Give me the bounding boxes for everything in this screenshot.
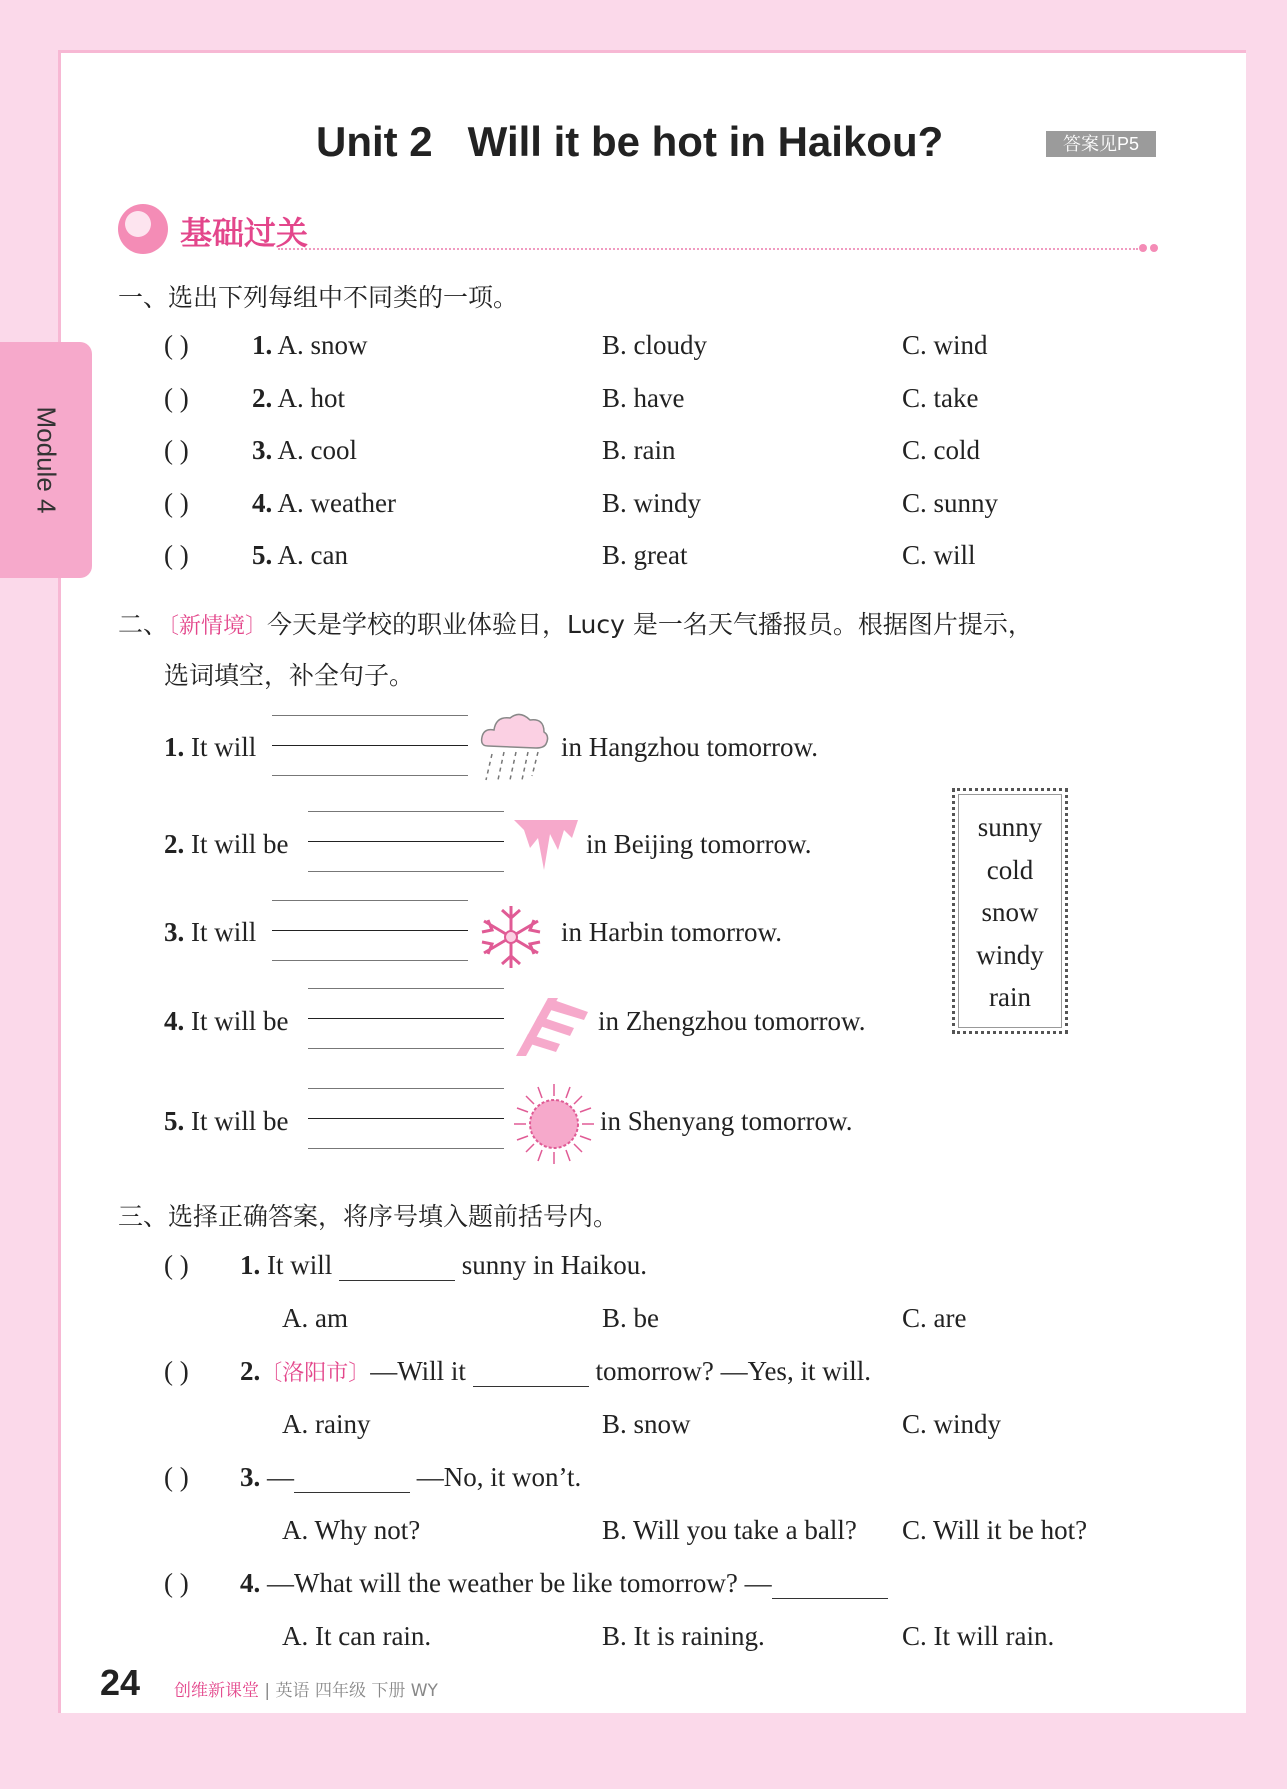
option-c-text: C. cold	[902, 435, 980, 465]
choice-question-2	[240, 1356, 871, 1387]
option-b-text: B. great	[602, 540, 688, 570]
option-a	[252, 435, 357, 466]
option-a-text: A. snow	[277, 330, 368, 360]
item-number: 2.	[164, 829, 185, 859]
answer-paren-text: ( )	[164, 540, 189, 570]
answer-reference-badge: 答案见P5	[1046, 131, 1156, 157]
item-prefix: It will be	[191, 829, 289, 859]
answer-paren[interactable]	[164, 435, 189, 466]
option-b	[602, 330, 707, 361]
question-stem: —Will it	[370, 1356, 466, 1386]
item-number: 3.	[164, 917, 185, 947]
option-c-text: C. sunny	[902, 488, 999, 518]
footer-details: | 英语 四年级 下册 WY	[264, 1681, 438, 1701]
option-c	[902, 383, 978, 414]
answer-paren[interactable]	[164, 488, 189, 519]
fill-item-3	[164, 917, 256, 948]
item-prefix: It will	[191, 732, 257, 762]
option-a-text: A. can	[277, 540, 348, 570]
answer-line-1[interactable]	[272, 715, 468, 775]
word-bank-item: cold	[986, 854, 1034, 885]
rain-cloud-icon	[476, 706, 552, 782]
fill-item-2	[164, 829, 288, 860]
fill-item-1	[164, 732, 256, 763]
question-blank[interactable]	[294, 1466, 410, 1493]
option-c-text: C. take	[902, 383, 979, 413]
option-a: A. It can rain.	[282, 1621, 432, 1651]
question-number: 3.	[240, 1462, 261, 1492]
question-stem-end: tomorrow? —Yes, it will.	[595, 1356, 871, 1386]
section-divider	[278, 248, 1138, 250]
module-label: Module 4	[31, 406, 62, 514]
option-c	[902, 435, 980, 466]
option-b-text: B. cloudy	[602, 330, 707, 360]
option-c-text: C. wind	[902, 330, 988, 360]
fill-item-4-suffix: in Zhengzhou tomorrow.	[598, 1006, 866, 1036]
decorative-dots-icon	[1136, 239, 1158, 257]
option-b: B. It is raining.	[602, 1621, 765, 1651]
option-a	[252, 330, 368, 361]
fill-item-2-suffix: in Beijing tomorrow.	[586, 829, 812, 859]
fill-item-3-suffix: in Harbin tomorrow.	[561, 917, 782, 947]
word-bank-item: sunny	[977, 812, 1043, 842]
option-b	[602, 383, 684, 414]
option-b: B. snow	[602, 1409, 691, 1439]
option-a: A. am	[282, 1303, 348, 1333]
question-stem-end: sunny in Haikou.	[461, 1250, 647, 1280]
option-c	[902, 330, 988, 361]
question-number: 1.	[240, 1250, 261, 1280]
answer-line-4[interactable]	[308, 988, 504, 1048]
fill-item-4	[164, 1006, 288, 1037]
answer-paren[interactable]	[164, 330, 189, 361]
option-a	[252, 383, 345, 414]
question-blank[interactable]	[473, 1360, 589, 1387]
answer-paren[interactable]: ( )	[164, 1462, 189, 1492]
part2-heading-prefix: 二、	[118, 610, 169, 639]
option-c: C. Will it be hot?	[902, 1515, 1088, 1545]
answer-paren[interactable]	[164, 383, 189, 414]
answer-paren[interactable]	[164, 540, 189, 571]
option-b: B. Will you take a ball?	[602, 1515, 857, 1545]
question-number: 4.	[240, 1568, 261, 1598]
option-b-text: B. rain	[602, 435, 676, 465]
region-tag: 〔洛阳市〕	[260, 1360, 371, 1385]
option-b	[602, 540, 687, 571]
answer-paren-text: ( )	[164, 383, 189, 413]
option-a: A. Why not?	[282, 1515, 421, 1545]
choice-question-1	[240, 1250, 647, 1281]
option-b-text: B. have	[602, 383, 685, 413]
option-a-text: A. hot	[277, 383, 346, 413]
question-stem: —What will the weather be like tomorrow? —	[267, 1568, 772, 1598]
question-number: 5.	[252, 540, 273, 570]
choice-question-3	[240, 1462, 581, 1493]
fill-item-5	[164, 1106, 288, 1137]
question-stem-end: —No, it won’t.	[416, 1462, 582, 1492]
option-b-text: B. windy	[602, 488, 702, 518]
item-number: 1.	[164, 732, 185, 762]
question-stem: —	[267, 1462, 294, 1492]
word-bank-box	[952, 788, 1068, 1034]
option-a-text: A. weather	[277, 488, 396, 518]
option-c: C. windy	[902, 1409, 1002, 1439]
wind-flag-icon	[512, 990, 592, 1060]
answer-paren[interactable]: ( )	[164, 1250, 189, 1280]
option-b	[602, 435, 676, 466]
option-c	[902, 488, 998, 519]
question-number: 2.	[240, 1356, 261, 1386]
snowflake-icon	[476, 902, 546, 972]
new-context-tag: 〔新情境〕	[168, 614, 268, 639]
cartoon-avatar-icon	[118, 204, 168, 254]
answer-line-2[interactable]	[308, 811, 504, 871]
item-number: 4.	[164, 1006, 185, 1036]
answer-paren-text: ( )	[164, 330, 189, 360]
answer-paren[interactable]: ( )	[164, 1568, 189, 1598]
fill-item-1-suffix: in Hangzhou tomorrow.	[561, 732, 818, 762]
footer-info	[174, 1676, 438, 1701]
answer-paren[interactable]: ( )	[164, 1356, 189, 1386]
option-c-text: C. will	[902, 540, 976, 570]
option-c: C. are	[902, 1303, 967, 1333]
section-title: 基础过关	[180, 214, 309, 252]
icicle-icon	[512, 816, 580, 872]
option-a	[252, 540, 348, 571]
option-a-text: A. cool	[277, 435, 357, 465]
option-c: C. It will rain.	[902, 1621, 1055, 1651]
question-blank[interactable]	[772, 1572, 888, 1599]
item-prefix: It will	[191, 917, 257, 947]
item-number: 5.	[164, 1106, 185, 1136]
word-bank-item: rain	[989, 982, 1031, 1012]
part2-heading	[118, 605, 1033, 641]
option-a: A. rainy	[282, 1409, 371, 1439]
module-side-tab	[0, 342, 92, 578]
answer-line-3[interactable]	[272, 900, 468, 960]
item-prefix: It will be	[191, 1106, 289, 1136]
item-prefix: It will be	[191, 1006, 289, 1036]
answer-paren-text: ( )	[164, 435, 189, 465]
option-c	[902, 540, 976, 571]
page-title: Unit 2 Will it be hot in Haikou?	[316, 118, 944, 165]
question-number: 4.	[252, 488, 273, 518]
question-stem: It will	[267, 1250, 333, 1280]
question-number: 3.	[252, 435, 273, 465]
sun-icon	[512, 1082, 596, 1166]
part2-heading-text: 今天是学校的职业体验日，Lucy 是一名天气播报员。根据图片提示，	[267, 610, 1033, 639]
word-bank-item: snow	[981, 897, 1039, 927]
fill-item-5-suffix: in Shenyang tomorrow.	[600, 1106, 853, 1136]
page-number: 24	[100, 1662, 141, 1703]
question-blank[interactable]	[339, 1254, 455, 1281]
footer-brand: 创维新课堂	[174, 1681, 259, 1701]
question-number: 2.	[252, 383, 273, 413]
part2-heading-line2: 选词填空，补全句子。	[164, 661, 415, 690]
part1-heading: 一、选出下列每组中不同类的一项。	[118, 283, 519, 312]
answer-paren-text: ( )	[164, 488, 189, 518]
option-b: B. be	[602, 1303, 659, 1333]
option-a	[252, 488, 396, 519]
part3-heading: 三、选择正确答案，将序号填入题前括号内。	[118, 1202, 619, 1231]
choice-question-4	[240, 1568, 888, 1599]
option-b	[602, 488, 701, 519]
section-header	[118, 204, 1158, 254]
word-bank-item: windy	[976, 939, 1044, 970]
answer-line-5[interactable]	[308, 1088, 504, 1148]
question-number: 1.	[252, 330, 273, 360]
